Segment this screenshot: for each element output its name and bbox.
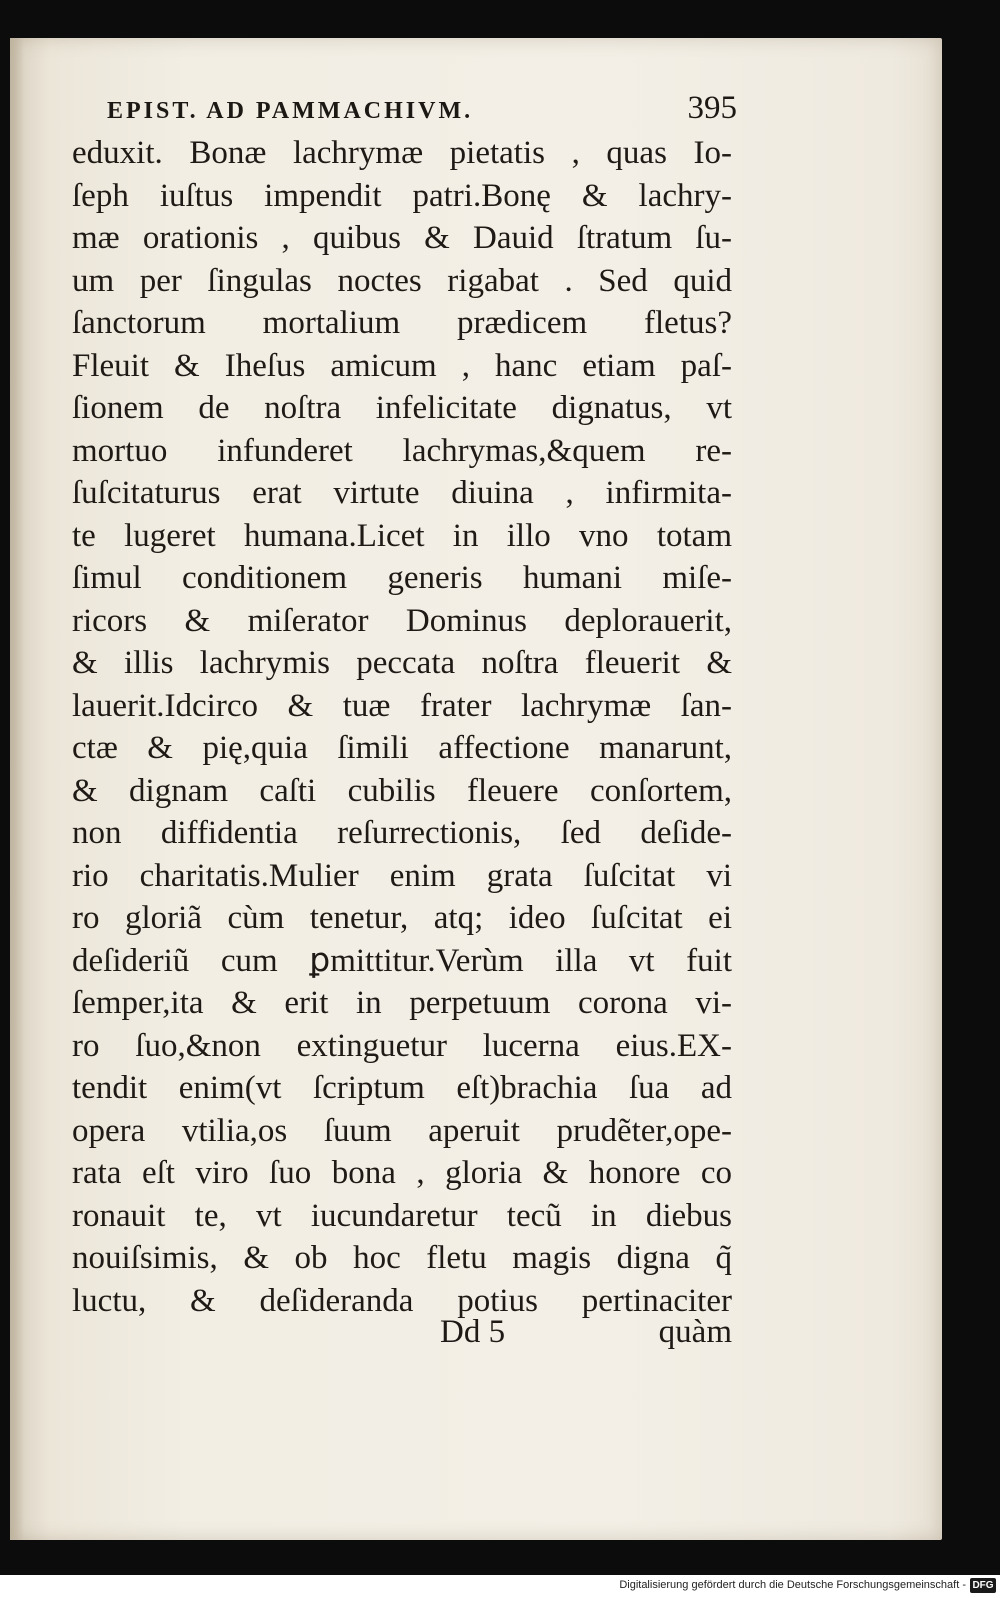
signature-mark: Dd 5 bbox=[440, 1314, 506, 1350]
text-line: ro ſuo,&non extinguetur lucerna eius.EX- bbox=[72, 1027, 732, 1064]
running-head bbox=[107, 90, 737, 134]
text-line: um per ſingulas noctes rigabat . Sed quid bbox=[72, 262, 732, 299]
text-line: & illis lachrymis peccata noſtra fleuerit & bbox=[72, 645, 732, 681]
text-line: rata eſt viro ſuo bona , gloria & honore co bbox=[72, 1155, 732, 1191]
page-number: 395 bbox=[687, 90, 737, 126]
text-line: ctæ & pię,quia ſimili affectione manarunt, bbox=[72, 730, 732, 766]
text-line: mortuo infunderet lachrymas,&quem re- bbox=[72, 432, 732, 469]
text-line: non diffidentia reſurrectionis, ſed deſide- bbox=[72, 815, 732, 851]
text-line: ro gloriã cùm tenetur, atq; ideo ſuſcitat ei bbox=[72, 900, 732, 936]
dfg-logo: DFG bbox=[970, 1578, 996, 1593]
text-line: ſanctorum mortalium prædicem fletus? bbox=[72, 305, 732, 341]
text-line: nouiſsimis, & ob hoc fletu magis digna q̃ bbox=[72, 1240, 732, 1276]
text-line: deſideriũ cum ꝑmittitur.Verùm illa vt fuit bbox=[72, 942, 732, 979]
page-gutter-shadow bbox=[10, 38, 24, 1540]
text-line: ronauit te, vt iucundaretur tecũ in diebus bbox=[72, 1197, 732, 1234]
text-line: opera vtilia,os ſuum aperuit prudẽter,ope- bbox=[72, 1112, 732, 1149]
footer-bar bbox=[0, 1575, 1000, 1598]
text-line: ſeph iuſtus impendit patri.Bonę & lachry- bbox=[72, 177, 732, 214]
text-line: ſimul conditionem generis humani miſe- bbox=[72, 560, 732, 596]
text-line: rio charitatis.Mulier enim grata ſuſcitat vi bbox=[72, 857, 732, 894]
text-line: ſemper,ita & erit in perpetuum corona vi- bbox=[72, 985, 732, 1021]
catchline bbox=[440, 1314, 732, 1358]
text-line: ſionem de noſtra infelicitate dignatus, vt bbox=[72, 390, 732, 426]
text-line: ricors & miſerator Dominus deplorauerit, bbox=[72, 602, 732, 639]
text-line: lauerit.Idcirco & tuæ frater lachrymæ ſan- bbox=[72, 687, 732, 724]
text-line: luctu, & deſideranda potius pertinaciter bbox=[72, 1282, 732, 1319]
funding-credit: Digitalisierung gefördert durch die Deutsche Forschungsgemeinschaft - bbox=[619, 1579, 966, 1591]
text-line: Fleuit & Iheſus amicum , hanc etiam paſ- bbox=[72, 347, 732, 384]
text-line: tendit enim(vt ſcriptum eſt)brachia ſua ad bbox=[72, 1070, 732, 1106]
text-line: eduxit. Bonæ lachrymæ pietatis , quas Io- bbox=[72, 135, 732, 171]
text-line: ſuſcitaturus erat virtute diuina , infirmita- bbox=[72, 475, 732, 511]
running-title: EPIST. AD PAMMACHIVM. bbox=[107, 98, 474, 124]
body-text bbox=[72, 132, 732, 1322]
text-line: & dignam caſti cubilis fleuere conſortem, bbox=[72, 772, 732, 809]
text-line: mæ orationis , quibus & Dauid ſtratum ſu- bbox=[72, 220, 732, 256]
catchword: quàm bbox=[658, 1314, 732, 1350]
text-line: te lugeret humana.Licet in illo vno totam bbox=[72, 517, 732, 554]
